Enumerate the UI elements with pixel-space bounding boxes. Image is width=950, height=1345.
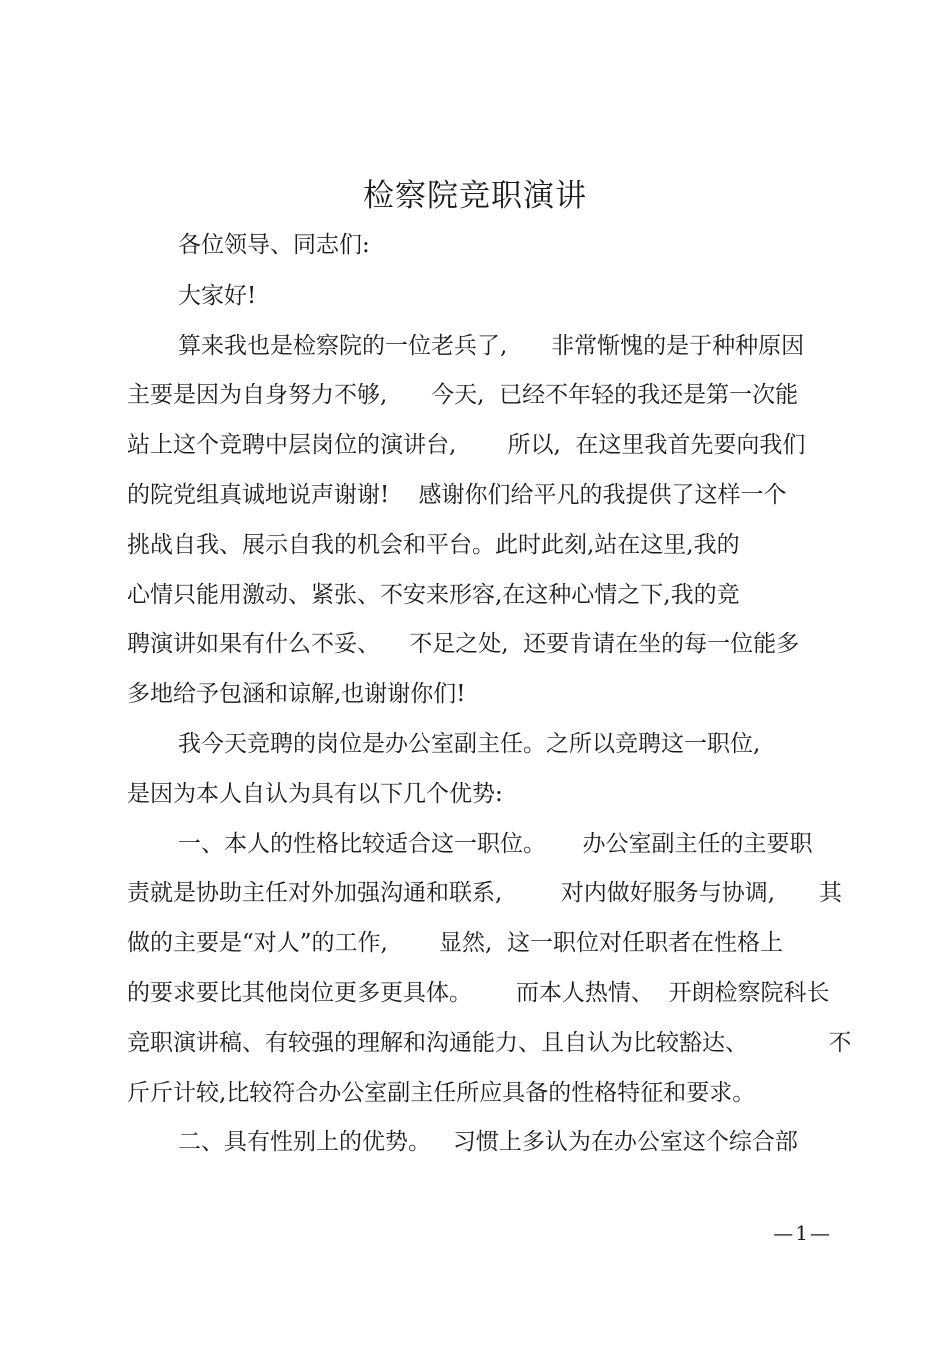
greeting-line: 大家好! [178, 283, 257, 309]
paragraph-line: 站上这个竞聘中层岗位的演讲台, 所以, 在这里我首先要向我们 [127, 432, 806, 458]
paragraph-line: 责就是协助主任对外加强沟通和联系, 对内做好服务与协调, 其 [127, 880, 842, 906]
page-number: —1— [773, 1221, 832, 1245]
paragraph-line: 是因为本人自认为具有以下几个优势: [127, 781, 503, 807]
paragraph-line: 的院党组真诚地说声谢谢! 感谢你们给平凡的我提供了这样一个 [127, 482, 787, 508]
paragraph-line: 的要求要比其他岗位更多更具体。 而本人热情、 开朗检察院科长 [127, 980, 830, 1006]
paragraph-line: 挑战自我、展示自我的机会和平台。此时此刻,站在这里,我的 [127, 532, 740, 558]
paragraph-line: 聘演讲如果有什么不妥、 不足之处, 还要肯请在坐的每一位能多 [127, 631, 800, 657]
document-title: 检察院竞职演讲 [363, 178, 587, 214]
paragraph-line: 我今天竞聘的岗位是办公室副主任。之所以竞聘这一职位, [178, 731, 761, 757]
paragraph-line: 竞职演讲稿、有较强的理解和沟通能力、且自认为比较豁达、 不 [127, 1030, 852, 1056]
paragraph-line: 多地给予包涵和谅解,也谢谢你们! [127, 681, 466, 707]
paragraph-line: 主要是因为自身努力不够, 今天, 已经不年轻的我还是第一次能 [127, 382, 799, 408]
paragraph-line: 二、具有性别上的优势。 习惯上多认为在办公室这个综合部 [178, 1129, 798, 1155]
paragraph-line: 做的主要是“对人”的工作, 显然, 这一职位对任职者在性格上 [127, 930, 783, 956]
paragraph-line: 一、本人的性格比较适合这一职位。 办公室副主任的主要职 [178, 831, 813, 857]
paragraph-line: 心情只能用激动、紧张、不安来形容,在这种心情之下,我的竞 [127, 582, 740, 608]
paragraph-line: 斤斤计较,比较符合办公室副主任所应具备的性格特征和要求。 [127, 1080, 756, 1106]
salutation-line: 各位领导、同志们: [178, 232, 370, 258]
paragraph-line: 算来我也是检察院的一位老兵了, 非常惭愧的是于种种原因 [178, 333, 805, 359]
